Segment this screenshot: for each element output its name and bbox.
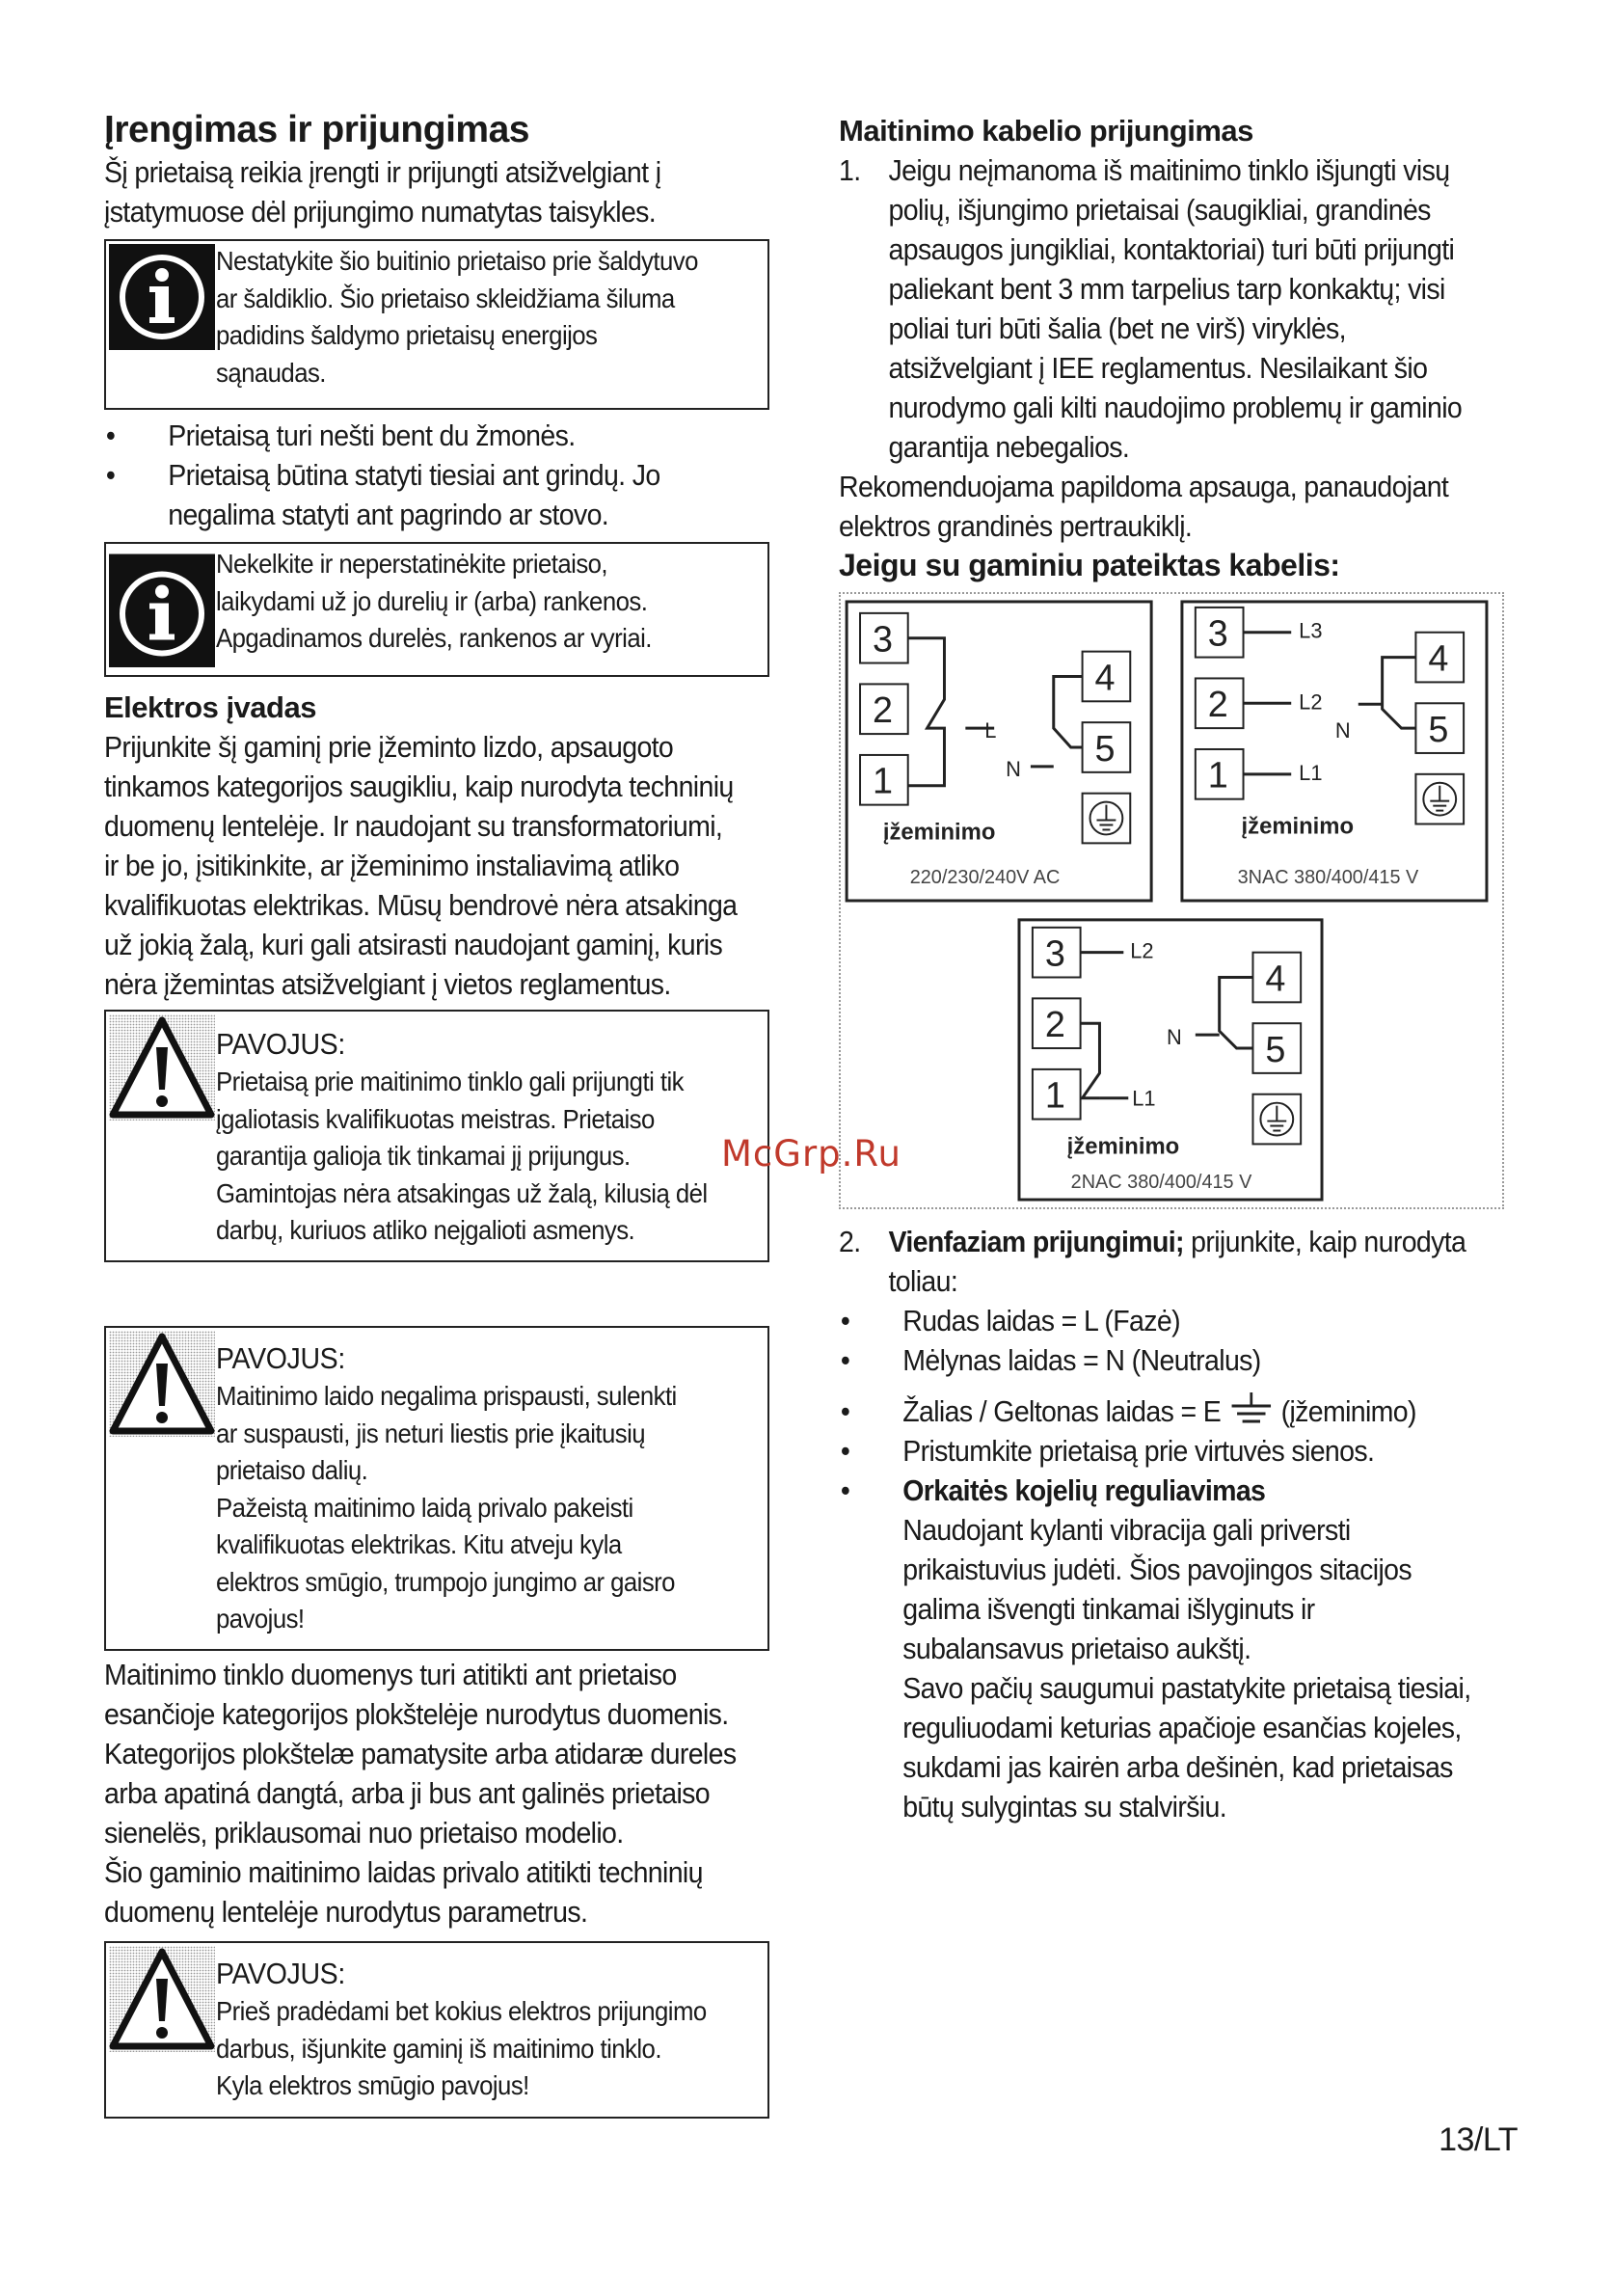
- list-item: • Mėlynas laidas = N (Neutralus): [839, 1340, 1574, 1380]
- ground-label: įžeminimo: [1066, 1133, 1180, 1160]
- wiring-diagram: [839, 592, 1504, 1209]
- terminal-label: 4: [1265, 959, 1286, 1000]
- voltage-label: 220/230/240V AC: [909, 867, 1061, 889]
- terminal-label: 2: [872, 690, 893, 732]
- list-item: • Prietaisą būtina statyti tiesiai ant grindų. Jo negalima statyti ant pagrindo ar stovo.: [104, 455, 829, 534]
- wire-label: N: [1334, 718, 1351, 743]
- terminal-label: 2: [1044, 1005, 1065, 1046]
- terminal-label: 5: [1094, 728, 1116, 770]
- info-box-lifting: Nekelkite ir neperstatinėkite prietaiso, laikydami už jo durelių ir (arba) rankenos. Apgadinamos durelės, rankenos ar vyriai.: [104, 542, 769, 677]
- terminal-label: 5: [1428, 710, 1449, 751]
- page-number: 13/LT: [1439, 2121, 1518, 2158]
- wire-label: L2: [1299, 689, 1323, 715]
- wire-label: N: [1167, 1025, 1182, 1050]
- list-item: • Žalias / Geltonas laidas = E (įžeminimo): [839, 1391, 1574, 1431]
- bullet-icon: •: [840, 1304, 850, 1337]
- danger-box-1: PAVOJUS: Prietaisą prie maitinimo tinklo gali prijungti tik įgaliotasis kvalifikuotas meistras. Prietaiso garantija galioja tik tinkamai jį prijungus. Gamintojas nėra atsakingas už žalą, kilusią dėl darbų, kuriuos atliko neįgalioti asmenys.: [104, 1010, 769, 1262]
- subsection-heading: Elektros įvadas: [104, 690, 316, 724]
- terminal-label: 5: [1265, 1029, 1286, 1070]
- bullet-list: [104, 416, 769, 534]
- wire-label: L2: [1130, 938, 1154, 963]
- terminal-label: 3: [872, 619, 893, 661]
- section-heading: Įrengimas ir prijungimas: [104, 109, 529, 150]
- cable-heading: Jeigu su gaminiu pateiktas kabelis:: [839, 548, 1340, 582]
- left-column: [104, 108, 769, 2119]
- terminal-label: 3: [1207, 613, 1228, 655]
- bullet-icon: •: [105, 458, 116, 492]
- bullet-icon: •: [105, 419, 116, 452]
- electrical-text: Prijunkite šį gaminį prie įžeminto lizdo, apsaugoto tinkamos kategorijos saugikliu, kaip nurodyta techninių duomenų lentelėje. Ir naudojant su transformatoriumi, ir be jo, įsitikinkite, ar įžeminimo instaliavimą atliko kvalifikuotas elektrikas. Mūsų bendrovė nėra atsakinga už jokią žalą, kuri gali atsirasti naudojant gaminį, kuris nėra įžemintas atsižvelgiant į vietos reglamentus.: [104, 730, 738, 1001]
- voltage-label: 3NAC 380/400/415 V: [1237, 867, 1419, 889]
- terminal-label: 3: [1044, 933, 1065, 975]
- warning-icon: [109, 1331, 215, 1437]
- wire-label: L3: [1299, 618, 1323, 643]
- feet-adjust-heading: Orkaitės kojelių reguliavimas: [902, 1473, 1266, 1507]
- terminal-label: 1: [1044, 1075, 1065, 1117]
- terminal-label: 4: [1428, 638, 1449, 680]
- ground-label: įžeminimo: [1241, 813, 1355, 840]
- warning-icon: [109, 1946, 215, 2052]
- list-item: • Prietaisą turi nešti bent du žmonės.: [104, 416, 829, 455]
- list-item: • Pristumkite prietaisą prie virtuvės sienos.: [839, 1431, 1574, 1471]
- voltage-label: 2NAC 380/400/415 V: [1070, 1172, 1252, 1194]
- ground-label: įžeminimo: [882, 819, 996, 846]
- feet-adjust-text: Naudojant kylanti vibracija gali priversti prikaistuvius judėti. Šios pavojingos sitacijos galima išvengti tinkamai išlyginuts ir subalansavus prietaiso aukštį. Savo pačių saugumui pastatykite prietaisą tiesiai, reguliuodami keturias apačioje esančias kojeles, sukdami jas kairėn arba dešinėn, kad prietaisas būtų sulygintas su stalviršiu.: [902, 1513, 1471, 1823]
- danger-box-2: PAVOJUS: Maitinimo laido negalima prispausti, sulenkti ar suspausti, jis neturi liestis prie įkaitusių prietaiso dalių. Pažeistą maitinimo laidą privalo pakeisti kvalifikuotas elektrikas. Kitu atveju kyla elektros smūgio, trumpojo jungimo ar gaisro pavojus!: [104, 1326, 769, 1651]
- single-phase-heading: Vienfaziam prijungimui;: [888, 1225, 1184, 1258]
- terminal-label: 4: [1094, 658, 1116, 699]
- bullet-icon: •: [840, 1343, 850, 1377]
- bullet-icon: •: [840, 1473, 850, 1507]
- info-box-fridge: Nestatykite šio buitinio prietaiso prie šaldytuvo ar šaldiklio. Šio prietaiso skleidžiama šiluma padidins šaldymo prietaisų energijos sąnaudas.: [104, 239, 769, 410]
- ground-symbol-icon: [1227, 1392, 1274, 1425]
- wire-label: L: [984, 718, 997, 743]
- terminal-label: 2: [1207, 685, 1228, 726]
- intro-text: Šį prietaisą reikia įrengti ir prijungti atsižvelgiant į įstatymuose dėl prijungimo numatytas taisykles.: [104, 155, 661, 229]
- right-column: [839, 112, 1514, 1826]
- section-heading: Maitinimo kabelio prijungimas: [839, 114, 1253, 148]
- data-plate-text: Maitinimo tinklo duomenys turi atitikti ant prietaiso esančioje kategorijos plokštelėje nurodytus duomenis. Kategorijos plokštelæ pamatysite arba atidaræ dureles arba apatiná dangtá, arba ji bus ant galinës prietaiso sienelës, priklausomai nuo prietaiso modelio. Šio gaminio maitinimo laidas privalo atitikti techninių duomenų lentelėje nurodytus parametrus.: [104, 1658, 737, 1929]
- terminal-label: 1: [1207, 755, 1228, 797]
- list-item: • Rudas laidas = L (Fazė): [839, 1301, 1574, 1340]
- bullet-icon: •: [840, 1394, 850, 1428]
- list-item: 2. Vienfaziam prijungimui; prijunkite, kaip nurodyta toliau:: [839, 1225, 1466, 1298]
- watermark: McGrp.Ru: [721, 1133, 901, 1175]
- list-item: 1. Jeigu neįmanoma iš maitinimo tinklo išjungti visų polių, išjungimo prietaisai (saugikliai, grandinės apsaugos jungikliai, kontaktoriai) turi būti prijungti paliekant bent 3 mm tarpelius tarp konkaktų; visi poliai turi būti šalia (bet ne virš) viryklės, atsižvelgiant į IEE reglamentus. Nesilaikant šio nurodymo gali kilti naudojimo problemų ir gaminio garantija nebegalios.: [839, 153, 1463, 464]
- wire-label: N: [1006, 756, 1021, 781]
- info-icon: [109, 547, 215, 667]
- list-item: [839, 1471, 1574, 1510]
- wire-label: L1: [1299, 760, 1323, 785]
- danger-box-3: PAVOJUS: Prieš pradėdami bet kokius elektros prijungimo darbus, išjunkite gaminį iš maitinimo tinklo. Kyla elektros smūgio pavojus!: [104, 1941, 769, 2119]
- warning-icon: [109, 1014, 215, 1121]
- info-icon: [109, 244, 215, 350]
- terminal-label: 1: [872, 761, 893, 802]
- bullet-icon: •: [840, 1434, 850, 1468]
- recommendation-text: Rekomenduojama papildoma apsauga, panaudojant elektros grandinės pertraukiklį.: [839, 470, 1449, 543]
- wire-label: L1: [1132, 1086, 1156, 1111]
- wire-bullets: [839, 1301, 1514, 1510]
